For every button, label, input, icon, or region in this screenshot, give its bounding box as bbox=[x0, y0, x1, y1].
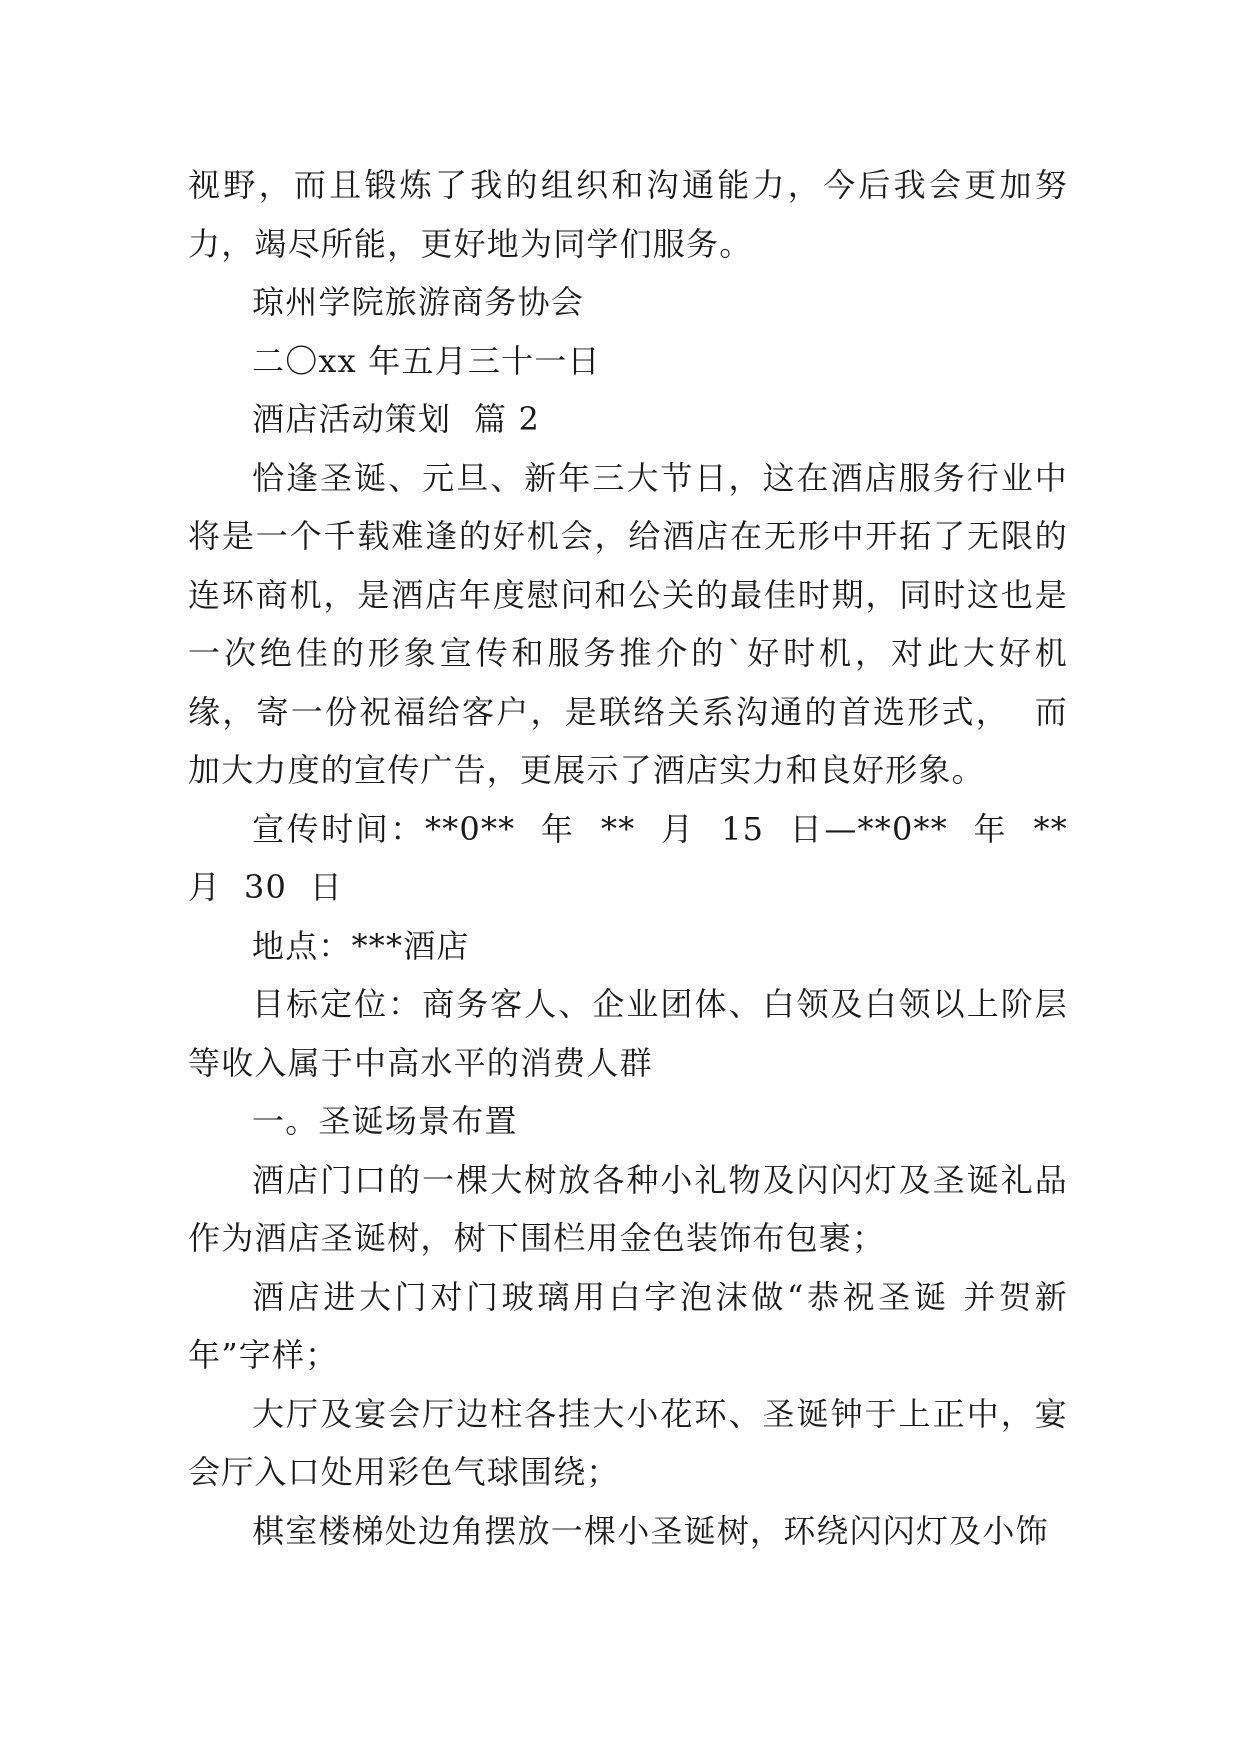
promotion-time: 宣传时间：**0** 年 ** 月 15 日—**0** 年 ** 月 30 日 bbox=[188, 809, 1091, 906]
paragraph: 酒店进大门对门玻璃用白字泡沫做“恭祝圣诞 并贺新年”字样； bbox=[188, 1277, 1068, 1374]
location: 地点：***酒店 bbox=[252, 926, 470, 965]
signature-organization: 琼州学院旅游商务协会 bbox=[252, 283, 585, 321]
paragraph: 大厅及宴会厅边柱各挂大小花环、圣诞钟于上正中，宴会厅入口处用彩色气球围绕； bbox=[188, 1394, 1068, 1491]
section-heading: 酒店活动策划 篇 2 bbox=[252, 400, 541, 438]
paragraph: 恰逢圣诞、元旦、新年三大节日，这在酒店服务行业中将是一个千载难逢的好机会，给酒店在无形中开拓了无限的连环商机，是酒店年度慰问和公关的最佳时期，同时这也是一次绝佳的形象宣传和服务推介的`好时机，对此大好机缘，寄一份祝福给客户，是联络关系沟通的首选形式， 而加大力度的宣传广告，更展示了酒店实力和良好形象。 bbox=[188, 458, 1068, 789]
paragraph: 棋室楼梯处边角摆放一棵小圣诞树，环绕闪闪灯及小饰 bbox=[252, 1511, 1049, 1550]
target-audience: 目标定位：商务客人、企业团体、白领及白领以上阶层等收入属于中高水平的消费人群 bbox=[188, 985, 1068, 1082]
document-body bbox=[188, 156, 1091, 1560]
subsection-heading: 一。圣诞场景布置 bbox=[252, 1102, 518, 1140]
paragraph: 视野，而且锻炼了我的组织和沟通能力，今后我会更加努力，竭尽所能，更好地为同学们服务。 bbox=[188, 166, 1068, 263]
paragraph: 酒店门口的一棵大树放各种小礼物及闪闪灯及圣诞礼品作为酒店圣诞树，树下围栏用金色装饰布包裹； bbox=[188, 1160, 1068, 1257]
signature-date: 二〇xx 年五月三十一日 bbox=[252, 341, 601, 380]
